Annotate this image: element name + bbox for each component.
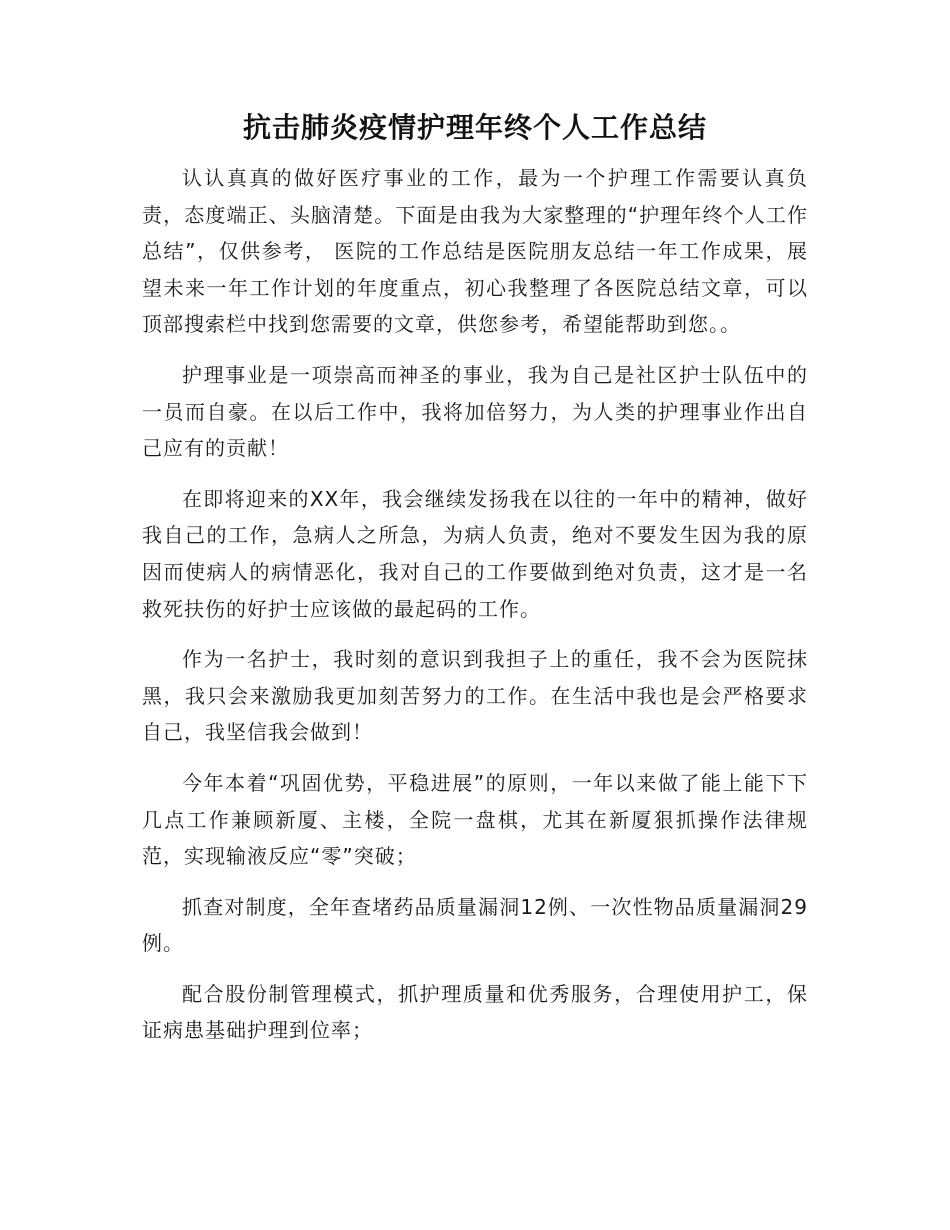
- paragraph: 配合股份制管理模式，抓护理质量和优秀服务，合理使用护工，保证病患基础护理到位率；: [142, 981, 808, 1043]
- paragraph: 今年本着“巩固优势，平稳进展”的原则，一年以来做了能上能下下几点工作兼顾新厦、主楼，全院一盘棋，尤其在新厦狠抓操作法律规范，实现输液反应“零”突破；: [142, 770, 808, 869]
- document-title: 抗击肺炎疫情护理年终个人工作总结: [242, 111, 707, 144]
- paragraph-intro: 认认真真的做好医疗事业的工作，最为一个护理工作需要认真负责，态度端正、头脑清楚。下面是由我为大家整理的“护理年终个人工作总结”，仅供参考， 医院的工作总结是医院朋友总结一年工作成果，展望未来一年工作计划的年度重点，初心我整理了各医院总结文章，可以顶部搜索栏中找到您需要的文章，供您参考，希望能帮助到您。。: [142, 166, 808, 337]
- paragraph: 在即将迎来的XX年，我会继续发扬我在以往的一年中的精神，做好我自己的工作，急病人之所急，为病人负责，绝对不要发生因为我的原因而使病人的病情恶化，我对自己的工作要做到绝对负责，这才是一名救死扶伤的好护士应该做的最起码的工作。: [142, 486, 808, 621]
- paragraph: 作为一名护士，我时刻的意识到我担子上的重任，我不会为医院抹黑，我只会来激励我更加刻苦努力的工作。在生活中我也是会严格要求自己，我坚信我会做到！: [142, 647, 808, 745]
- paragraph: 护理事业是一项崇高而神圣的事业，我为自己是社区护士队伍中的一员而自豪。在以后工作中，我将加倍努力，为人类的护理事业作出自己应有的贡献！: [142, 362, 808, 461]
- paragraph: 抓查对制度，全年查堵药品质量漏洞12例、一次性物品质量漏洞29例。: [142, 894, 808, 956]
